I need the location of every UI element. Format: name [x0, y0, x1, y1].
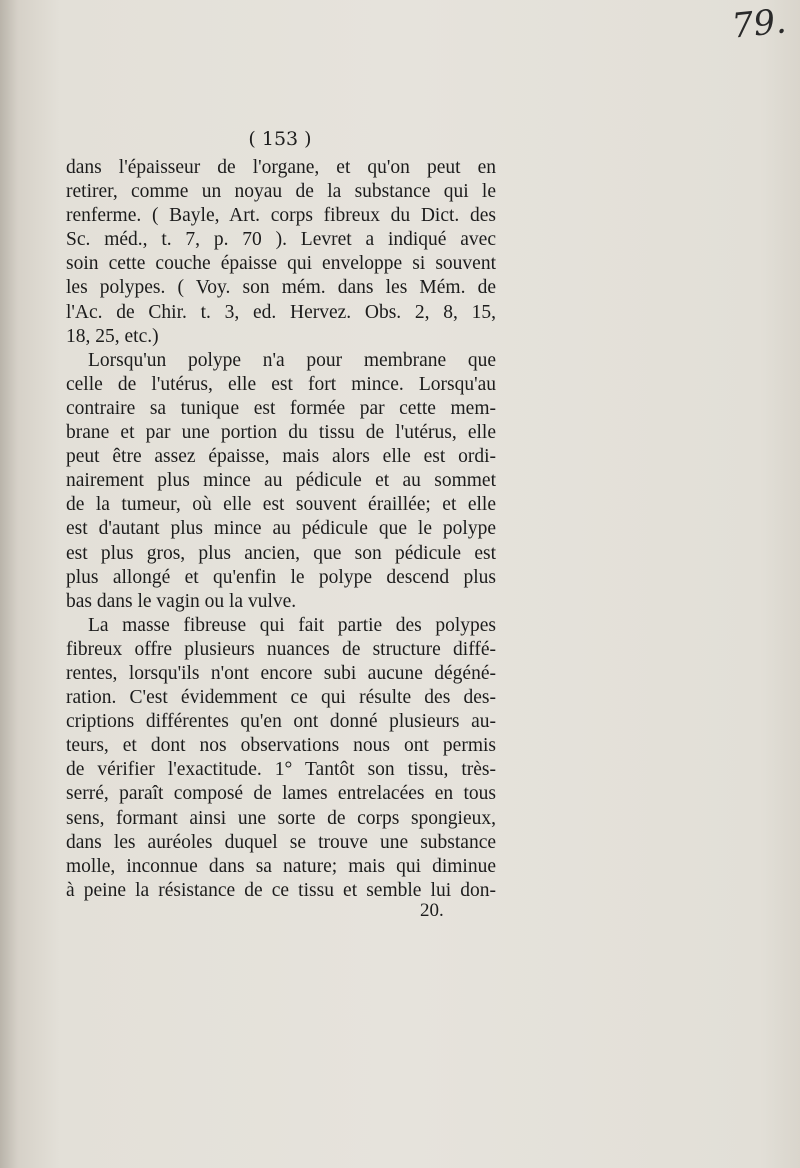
- paragraph-first-line: Lorsqu'un polype n'a pour membrane que: [88, 349, 496, 371]
- text-line: renferme. ( Bayle, Art. corps fibreux du Dict. des: [66, 205, 496, 227]
- text-line: brane et par une portion du tissu de l'utérus, elle: [66, 422, 496, 444]
- text-line: fibreux offre plusieurs nuances de structure diffé-: [66, 638, 496, 660]
- body-text: [66, 156, 496, 903]
- text-line: teurs, et dont nos observations nous ont permis: [66, 735, 496, 757]
- signature-mark: 20.: [420, 900, 444, 921]
- text-line: dans les auréoles duquel se trouve une substance: [66, 831, 496, 853]
- paragraph-first-line: La masse fibreuse qui fait partie des polypes: [88, 614, 496, 636]
- text-line: criptions différentes qu'en ont donné plusieurs au-: [66, 711, 496, 733]
- text-line: 18, 25, etc.): [66, 325, 159, 347]
- text-line: peut être assez épaisse, mais alors elle est ordi-: [66, 446, 496, 468]
- text-line: celle de l'utérus, elle est fort mince. Lorsqu'au: [66, 373, 496, 395]
- text-line: ration. C'est évidemment ce qui résulte des des-: [66, 687, 496, 709]
- text-line: est plus gros, plus ancien, que son pédicule est: [66, 542, 496, 564]
- text-line: contraire sa tunique est formée par cette mem-: [66, 397, 496, 419]
- handwritten-folio-number: 79.: [729, 1, 788, 47]
- text-line: dans l'épaisseur de l'organe, et qu'on peut en: [66, 157, 496, 178]
- text-line: nairement plus mince au pédicule et au sommet: [66, 470, 496, 492]
- text-line: plus allongé et qu'enfin le polype descend plus: [66, 566, 496, 588]
- text-line: sens, formant ainsi une sorte de corps spongieux,: [66, 807, 496, 829]
- text-line: les polypes. ( Voy. son mém. dans les Mém. de: [66, 277, 496, 299]
- text-line: de la tumeur, où elle est souvent éraillée; et elle: [66, 494, 496, 516]
- text-line: molle, inconnue dans sa nature; mais qui diminue: [66, 855, 496, 877]
- text-line: est d'autant plus mince au pédicule que le polype: [66, 518, 496, 540]
- page-number: ( 153 ): [248, 128, 312, 150]
- text-line: serré, paraît composé de lames entrelacées en tous: [66, 783, 496, 805]
- text-line: rentes, lorsqu'ils n'ont encore subi aucune dégéné-: [66, 662, 496, 684]
- text-line: à peine la résistance de ce tissu et semble lui don-: [66, 879, 496, 901]
- text-line: bas dans le vagin ou la vulve.: [66, 590, 297, 612]
- text-line: soin cette couche épaisse qui enveloppe si souvent: [66, 253, 496, 275]
- text-line: retirer, comme un noyau de la substance qui le: [66, 181, 496, 203]
- text-line: de vérifier l'exactitude. 1° Tantôt son tissu, très-: [66, 759, 496, 781]
- text-line: l'Ac. de Chir. t. 3, ed. Hervez. Obs. 2, 8, 15,: [66, 301, 496, 323]
- text-line: Sc. méd., t. 7, p. 70 ). Levret a indiqué avec: [66, 229, 496, 251]
